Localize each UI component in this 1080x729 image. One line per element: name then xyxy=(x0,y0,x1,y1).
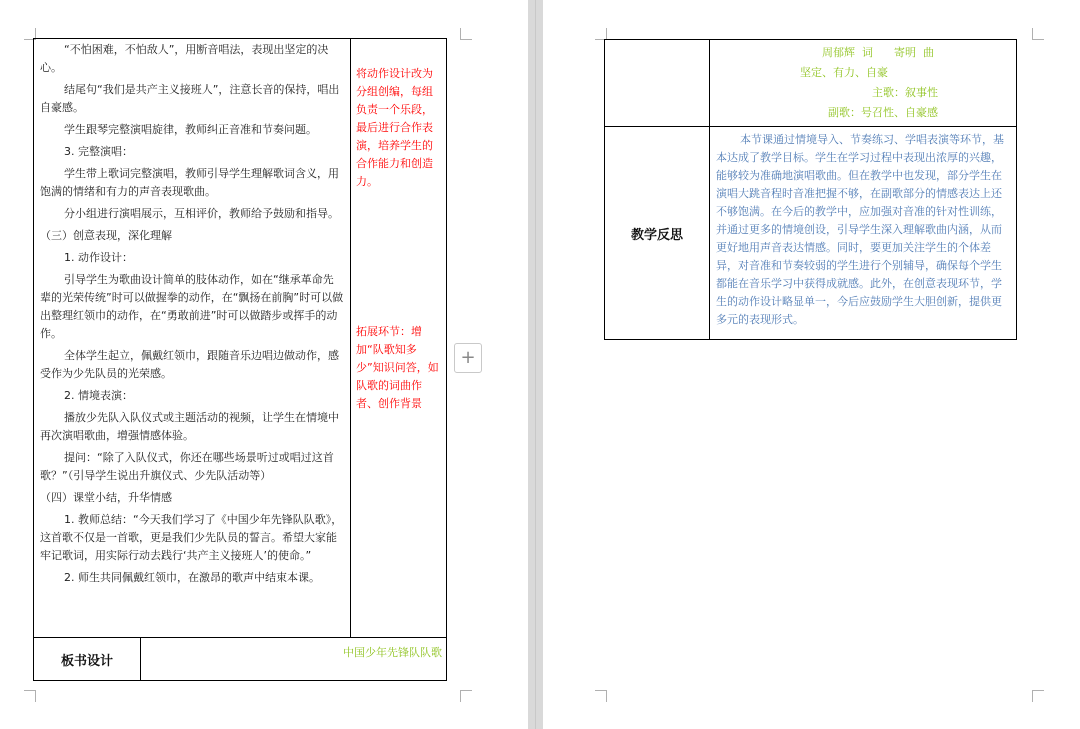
board-line-mood: 坚定、有力、自豪 xyxy=(800,66,888,79)
document-page-right xyxy=(543,0,1080,729)
content-paragraph: 全体学生起立，佩戴红领巾，跟随音乐边唱边做动作，感受作为少先队员的光荣感。 xyxy=(40,349,339,380)
crop-mark xyxy=(460,690,472,702)
content-paragraph: 学生跟琴完整演唱旋律，教师纠正音准和节奏问题。 xyxy=(64,123,317,136)
content-paragraph: 1. 教师总结：“今天我们学习了《中国少年先锋队队歌》，这首歌不仅是一首歌，更是我们少先队员的誓言。希望大家能牢记歌词，用实际行动去践行‘共产主义接班人’的使命。” xyxy=(40,513,343,562)
page-gutter xyxy=(528,0,543,729)
lesson-content xyxy=(40,41,344,587)
content-paragraph: 1. 动作设计： xyxy=(64,251,133,264)
crop-mark xyxy=(1032,28,1044,40)
board-line-verse: 主歌：叙事性 xyxy=(872,86,938,99)
content-paragraph: 分小组进行演唱展示，互相评价，教师给予鼓励和指导。 xyxy=(64,207,339,220)
content-paragraph: 引导学生为歌曲设计简单的肢体动作，如在“继承革命先辈的光荣传统”时可以做握拳的动作，在“飘扬在前胸”时可以做出整理红领巾的动作，在“勇敢前进”时可以做踏步或挥手的动作。 xyxy=(40,273,344,340)
document-page-left xyxy=(0,0,528,729)
note-extension: 拓展环节：增加“队歌知多少”知识问答，如队歌的词曲作者、创作背景 xyxy=(356,325,439,410)
board-line-chorus: 副歌：号召性、自豪感 xyxy=(828,106,938,119)
board-design-text: 中国少年先锋队队歌 xyxy=(343,646,442,659)
content-paragraph: 学生带上歌词完整演唱，教师引导学生理解歌词含义，用饱满的情绪和有力的声音表现歌曲。 xyxy=(40,167,339,198)
content-paragraph: （四）课堂小结，升华情感 xyxy=(40,491,172,504)
note-group-creation: 将动作设计改为分组创编，每组负责一个乐段，最后进行合作表演，培养学生的合作能力和创造力。 xyxy=(356,67,433,188)
reflection-text: 本节课通过情境导入、节奏练习、学唱表演等环节，基本达成了教学目标。学生在学习过程中表现出浓厚的兴趣，能够较为准确地演唱歌曲。但在教学中也发现，部分学生在演唱大跳音程时音准把握不够，在副歌部分的情感表达上还不够饱满。在今后的教学中，应加强对音准的针对性训练，并通过更多的情境创设，引导学生深入理解歌曲内涵，从而更好地用声音表达情感。同时，要更加关注学生的个体差异，对音准和节奏较弱的学生进行个别辅导，确保每个学生都能在音乐学习中获得成就感。此外，在创意表现环节，学生的动作设计略显单一，今后应鼓励学生大胆创新，提供更多元的表现形式。 xyxy=(716,133,1004,326)
plus-icon: + xyxy=(460,347,476,368)
content-paragraph: 2. 师生共同佩戴红领巾，在激昂的歌声中结束本课。 xyxy=(64,571,320,584)
board-continuation-cell xyxy=(709,39,1017,127)
board-continuation-left xyxy=(604,39,710,127)
crop-mark xyxy=(595,690,607,702)
crop-mark xyxy=(24,690,36,702)
reflection-label: 教学反思 xyxy=(630,227,683,243)
add-page-button[interactable] xyxy=(454,343,482,373)
content-paragraph: “不怕困难，不怕敌人”，用断音唱法，表现出坚定的决心。 xyxy=(40,43,329,74)
reflection-table xyxy=(604,39,1017,340)
board-text-cell xyxy=(140,637,447,681)
lesson-content-cell xyxy=(33,38,351,638)
content-paragraph: 播放少先队入队仪式或主题活动的视频，让学生在情境中再次演唱歌曲，增强情感体验。 xyxy=(40,411,339,442)
lesson-notes-cell xyxy=(350,38,447,638)
board-design-label: 板书设计 xyxy=(60,653,113,669)
content-paragraph: 提问：“除了入队仪式，你还在哪些场景听过或唱过这首歌？”（引导学生说出升旗仪式、少先队活动等） xyxy=(40,451,334,482)
reflection-label-cell xyxy=(604,126,710,340)
crop-mark xyxy=(460,28,472,40)
content-paragraph: （三）创意表现，深化理解 xyxy=(40,229,172,242)
lesson-table xyxy=(33,38,447,681)
board-line-authors: 周郁辉 词 寄明 曲 xyxy=(822,46,934,59)
reflection-text-cell xyxy=(709,126,1017,340)
crop-mark xyxy=(1032,690,1044,702)
content-paragraph: 3. 完整演唱： xyxy=(64,145,133,158)
content-paragraph: 结尾句“我们是共产主义接班人”，注意长音的保持，唱出自豪感。 xyxy=(40,83,340,114)
board-label-cell xyxy=(33,637,141,681)
content-paragraph: 2. 情境表演： xyxy=(64,389,133,402)
